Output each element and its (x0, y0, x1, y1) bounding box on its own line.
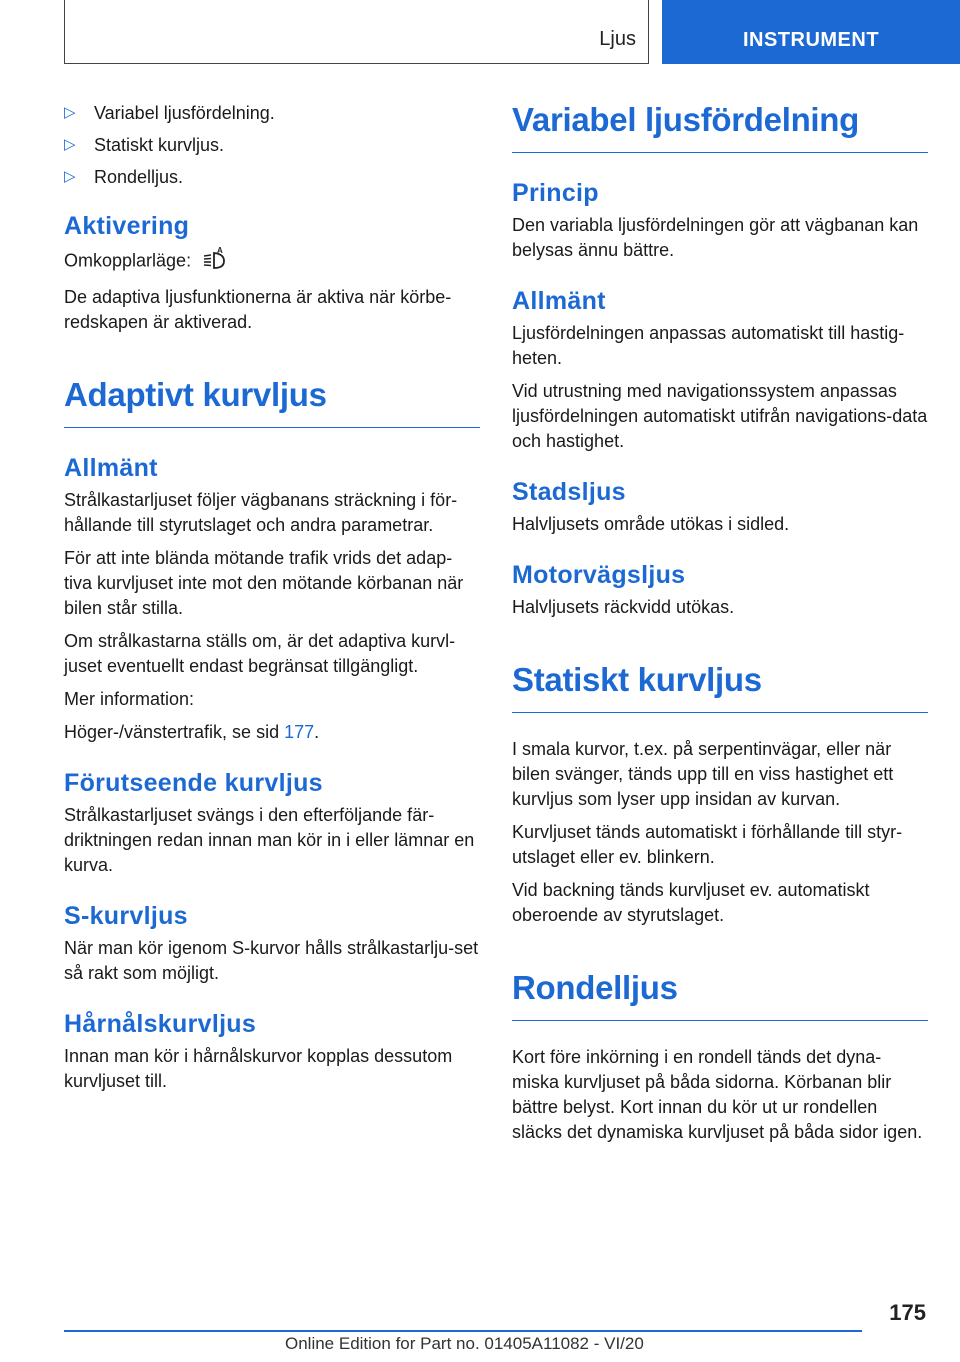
hairpin-text: Innan man kör i hårnålskurvor kopplas dessutom kurvljuset till. (64, 1046, 453, 1091)
roundabout-text: Kort före inkörning i en rondell tänds det dyna-miska kurvljuset på båda sidorna. Körbanan blir bättre belyst. Kort innan du kör ut ur rondellen släcks det dynamiska kurvljuset på båda sidor igen. (512, 1047, 923, 1142)
auto-headlight-icon (202, 246, 228, 277)
header-frame (64, 0, 649, 64)
header-section-title: Ljus (599, 28, 636, 50)
activation-text: De adaptiva ljusfunktionerna är aktiva när körbe-redskapen är aktiverad. (64, 287, 452, 332)
motorway-light-text: Halvljusets räckvidd utökas. (512, 597, 735, 617)
roundabout-light-title: Rondelljus (512, 968, 928, 1021)
bullet-arrow-icon: ▷ (64, 168, 76, 185)
static-paragraph: Kurvljuset tänds automatiskt i förhållande till styr-utslaget eller ev. blinkern. (512, 822, 903, 867)
switch-label: Omkopplarläge: (64, 250, 192, 271)
static-curve-light-title: Statiskt kurvljus (512, 660, 928, 713)
principle-text: Den variabla ljusfördelningen gör att vägbanan kan belysas ännu bättre. (512, 215, 919, 260)
bullet-arrow-icon: ▷ (64, 104, 76, 121)
predictive-text: Strålkastarljuset svängs i den efterföljande fär-driktningen redan innan man kör in i eller lämnar en kurva. (64, 805, 475, 875)
adaptive-paragraph: För att inte blända mötande trafik vrids det adap-tiva kurvljuset inte mot den mötande körbanan när bilen står stilla. (64, 548, 464, 618)
bullet-arrow-icon: ▷ (64, 136, 76, 153)
principle-heading: Princip (512, 179, 599, 207)
hairpin-heading: Hårnålskurvljus (64, 1010, 257, 1038)
footer-edition: Online Edition for Part no. 01405A11082 - VI/20 (285, 1334, 644, 1353)
list-item-text: Statiskt kurvljus. (94, 135, 225, 155)
variable-general-paragraph: Ljusfördelningen anpassas automatiskt till hastig-heten. (512, 323, 905, 368)
cross-reference (64, 720, 480, 745)
cross-reference-text: Höger-/vänstertrafik, se sid (64, 722, 285, 742)
cross-reference-end: . (314, 722, 320, 742)
city-light-heading: Stadsljus (512, 478, 626, 506)
svg-text:A: A (217, 246, 223, 255)
page-link[interactable]: 177 (284, 722, 315, 742)
list-item (64, 100, 480, 126)
footer-divider (64, 1330, 862, 1332)
list-item-text: Variabel ljusfördelning. (94, 103, 275, 123)
variable-general-heading: Allmänt (512, 287, 606, 315)
list-item-text: Rondelljus. (94, 167, 184, 187)
more-info-label: Mer information: (64, 689, 195, 709)
right-column (512, 100, 928, 1153)
adaptive-paragraph: Strålkastarljuset följer vägbanans sträckning i för-hållande till styrutslaget och andra parametrar. (64, 490, 458, 535)
adaptive-curve-light-title: Adaptivt kurvljus (64, 375, 480, 428)
adaptive-paragraph: Om strålkastarna ställs om, är det adaptiva kurvl-juset eventuellt endast begränsat tillgängligt. (64, 631, 456, 676)
variable-light-title: Variabel ljusfördelning (512, 100, 928, 153)
header-chapter-tab[interactable]: INSTRUMENT (662, 0, 960, 64)
motorway-light-heading: Motorvägsljus (512, 561, 686, 589)
adaptive-general-heading: Allmänt (64, 454, 158, 482)
list-item (64, 164, 480, 190)
predictive-heading: Förutseende kurvljus (64, 769, 323, 797)
variable-general-paragraph: Vid utrustning med navigationssystem anpassas ljusfördelningen automatiskt utifrån navigations-data och hastighet. (512, 381, 928, 451)
activation-heading: Aktivering (64, 212, 190, 240)
switch-position-line (64, 246, 480, 277)
left-column (64, 100, 480, 1102)
s-curve-text: När man kör igenom S-kurvor hålls strålkastarlju-set så rakt som möjligt. (64, 938, 479, 983)
page-number: 175 (889, 1300, 926, 1325)
s-curve-heading: S-kurvljus (64, 902, 188, 930)
list-item (64, 132, 480, 158)
city-light-text: Halvljusets område utökas i sidled. (512, 514, 790, 534)
static-paragraph: I smala kurvor, t.ex. på serpentinvägar, eller när bilen svänger, tänds upp till en viss hastighet ett kurvljus som lyser upp insidan av kurvan. (512, 739, 894, 809)
static-paragraph: Vid backning tänds kurvljuset ev. automatiskt oberoende av styrutslaget. (512, 880, 870, 925)
